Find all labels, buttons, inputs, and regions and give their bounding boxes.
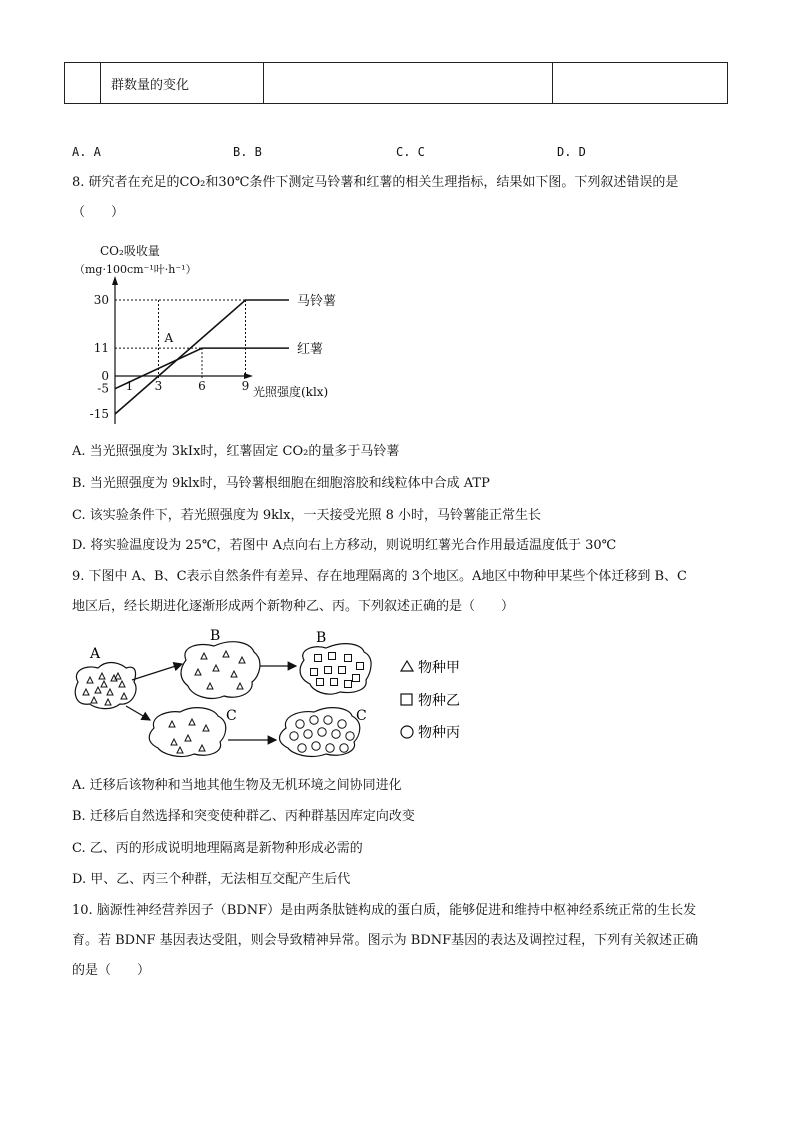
region-a-label: A: [90, 646, 101, 662]
triangle-icon: [195, 669, 201, 675]
y-tick-label: 30: [93, 293, 109, 307]
chart-ylabel-line2: （mg·100cm⁻¹叶·h⁻¹）: [74, 263, 197, 276]
q7-option-b: B. B: [233, 145, 262, 159]
circle-icon: [290, 732, 298, 740]
circle-icon: [310, 716, 318, 724]
table-cell: 群数量的变化: [101, 63, 264, 104]
y-axis-arrow: [112, 276, 118, 285]
x-tick-label: 6: [198, 379, 206, 393]
square-icon: [329, 653, 336, 660]
triangle-icon: [207, 683, 213, 689]
q8-option-c: C. 该实验条件下，若光照强度为 9klx，一天接受光照 8 小时，马铃薯能正常生长: [72, 508, 542, 523]
legend-species-bing: 物种丙: [418, 725, 460, 741]
q9-option-a: A. 迁移后该物种和当地其他生物及无机环境之间协同进化: [72, 778, 402, 793]
circle-icon: [298, 744, 306, 752]
table-row: [65, 63, 728, 104]
q8-stem-line1: 8. 研究者在充足的CO₂和30℃条件下测定马铃薯和红薯的相关生理指标，结果如下图。下列叙述错误的是: [72, 175, 679, 190]
circle-icon: [312, 742, 320, 750]
circle-icon: [332, 730, 340, 738]
triangle-icon: [115, 673, 121, 679]
q8-option-a: A. 当光照强度为 3kIx时，红薯固定 CO₂的量多于马铃薯: [72, 444, 400, 459]
triangle-icon: [95, 687, 101, 693]
table-cell: [553, 63, 728, 104]
chart-ylabel-line1: CO₂吸收量: [100, 244, 160, 258]
series-label-1: 红薯: [297, 342, 324, 358]
point-a-label: A: [164, 331, 174, 346]
y-tick-label: 11: [93, 341, 109, 356]
square-icon: [331, 679, 338, 686]
q9-option-d: D. 甲、乙、丙三个种群，无法相互交配产生后代: [72, 872, 351, 887]
triangle-icon: [91, 697, 97, 703]
region-b2-label: B: [316, 630, 327, 646]
triangle-icon: [171, 739, 177, 745]
q10-stem-line2: 育。若 BDNF 基因表达受阻，则会导致精神异常。图示为 BDNF基因的表达及调控过程，下列有关叙述正确: [72, 933, 699, 948]
y-tick-label: 0: [101, 369, 109, 383]
region-c1-blob: [149, 708, 226, 757]
answer-table: [64, 62, 728, 104]
square-icon: [315, 655, 322, 662]
q9-stem-line2: 地区后，经长期进化逐渐形成两个新物种乙、丙。下列叙述正确的是（ ）: [72, 599, 515, 614]
q9-option-c: C. 乙、丙的形成说明地理隔离是新物种形成必需的: [72, 841, 363, 856]
triangle-icon: [169, 721, 175, 727]
y-tick-label: -15: [89, 407, 109, 421]
triangle-icon: [121, 693, 127, 699]
triangle-icon: [87, 677, 93, 683]
region-b1-label: B: [210, 628, 221, 644]
q8-option-d: D. 将实验温度设为 25℃，若图中 A点向右上方移动，则说明红薯光合作用最适温度低于 30℃: [72, 538, 617, 553]
legend-species-yi: 物种乙: [418, 693, 460, 709]
triangle-icon: [105, 699, 111, 705]
q8-option-b: B. 当光照强度为 9klx时，马铃薯根细胞在细胞溶胶和线粒体中合成 ATP: [72, 476, 490, 491]
square-icon: [345, 681, 352, 688]
x-tick-label: 3: [154, 379, 163, 393]
square-icon: [345, 655, 352, 662]
triangle-icon: [231, 671, 237, 677]
triangle-icon: [201, 653, 207, 659]
table-cell: [264, 63, 553, 104]
region-c2-label: C: [356, 708, 367, 724]
square-icon: [339, 667, 346, 674]
square-icon: [401, 694, 412, 705]
x-tick-label: 1: [125, 379, 134, 393]
region-c1-label: C: [226, 708, 237, 724]
triangle-icon: [199, 745, 205, 751]
circle-icon: [340, 744, 348, 752]
q9-option-b: B. 迁移后自然选择和突变使种群乙、丙种群基因库定向改变: [72, 809, 415, 824]
q9-stem-line1: 9. 下图中 A、B、C表示自然条件有差异、存在地理隔离的 3个地区。A地区中物种甲某些个体迁移到 B、C: [72, 569, 687, 584]
triangle-icon: [83, 689, 89, 695]
arrow-a-to-c: [126, 706, 150, 720]
square-icon: [311, 669, 318, 676]
triangle-icon: [401, 661, 413, 671]
circle-icon: [296, 720, 304, 728]
circle-icon: [324, 716, 332, 724]
legend-species-jia: 物种甲: [418, 660, 460, 676]
triangle-icon: [177, 747, 183, 753]
triangle-icon: [203, 725, 209, 731]
triangle-icon: [107, 689, 113, 695]
square-icon: [357, 663, 364, 670]
triangle-icon: [101, 681, 107, 687]
triangle-icon: [213, 665, 219, 671]
q10-stem-line1: 10. 脑源性神经营养因子（BDNF）是由两条肽链构成的蛋白质，能够促进和维持中枢神经系统正常的生长发: [72, 903, 697, 918]
region-b1-blob: [181, 642, 260, 699]
x-tick-label: 9: [241, 379, 250, 393]
q10-stem-line3: 的是（ ）: [72, 963, 151, 978]
triangle-icon: [237, 683, 243, 689]
triangle-icon: [119, 681, 125, 687]
q9-diagram: [64, 624, 484, 764]
circle-icon: [318, 728, 326, 736]
series-label-0: 马铃薯: [297, 294, 337, 309]
region-a-blob: [75, 663, 136, 709]
triangle-icon: [99, 673, 105, 679]
triangle-icon: [189, 719, 195, 725]
q8-chart: [70, 238, 370, 438]
square-icon: [325, 667, 332, 674]
q8-stem-line2: （ ）: [72, 205, 125, 220]
square-icon: [317, 679, 324, 686]
square-icon: [353, 675, 360, 682]
triangle-icon: [239, 657, 245, 663]
q7-option-d: D. D: [557, 145, 586, 159]
circle-icon: [326, 744, 334, 752]
circle-icon: [346, 732, 354, 740]
circle-icon: [304, 730, 312, 738]
q7-option-a: A. A: [72, 145, 101, 159]
triangle-icon: [223, 651, 229, 657]
arrow-a-to-b: [132, 664, 182, 680]
circle-icon: [338, 720, 346, 728]
triangle-icon: [185, 735, 191, 741]
circle-icon: [401, 726, 413, 738]
x-axis-label: 光照强度(klx): [253, 385, 329, 399]
y-tick-label: -5: [97, 381, 109, 396]
q7-option-c: C. C: [396, 145, 425, 159]
table-cell: [65, 63, 101, 104]
